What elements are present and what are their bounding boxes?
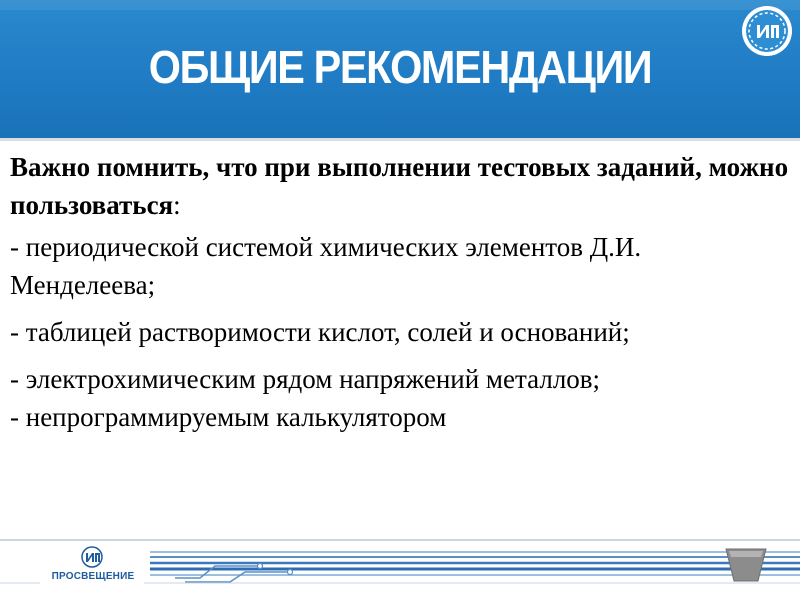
intro-bold-text: Важно помнить, что при выполнении тестовых заданий, можно пользоваться (10, 152, 789, 220)
list-item: - электрохимическим рядом напряжений металлов; (10, 364, 601, 394)
slide-title: ОБЩИЕ РЕКОМЕНДАЦИИ (148, 41, 652, 93)
slide-body (10, 148, 790, 436)
list-item: - периодической системой химических элементов Д.И. Менделеева; (10, 232, 642, 300)
header-shine (0, 0, 800, 10)
header-band (0, 0, 800, 141)
trapezoid-nav-icon[interactable] (725, 547, 767, 583)
footer-brand-text: ПРОСВЕЩЕНИЕ (51, 571, 135, 582)
intro-text (10, 148, 790, 224)
intro-colon: : (173, 190, 181, 220)
list-item: - таблицей растворимости кислот, солей и оснований; (10, 317, 630, 347)
ip-circle-logo-icon (740, 4, 794, 58)
list-item: - непрограммируемым калькулятором (10, 402, 447, 432)
